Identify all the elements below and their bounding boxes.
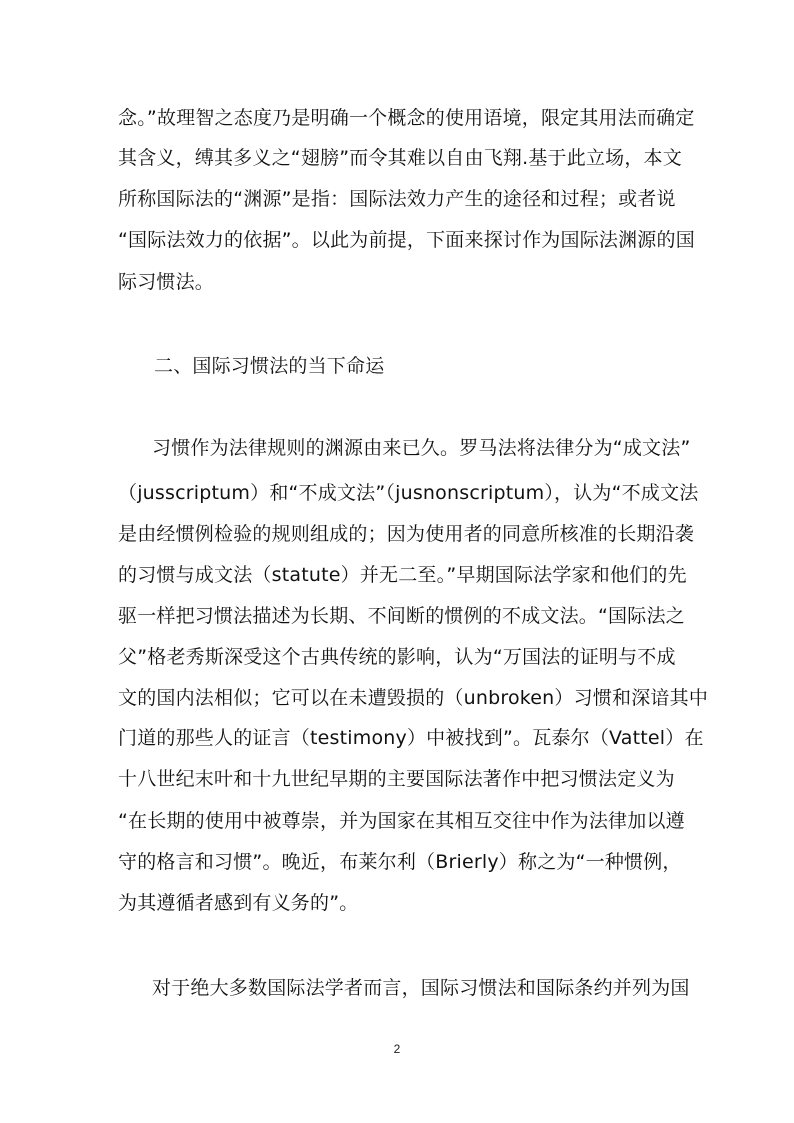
paragraph-2-line-4: 的习惯与成文法（statute）并无二至。”早期国际法学家和他们的先 [118,564,687,586]
paragraph-2-line-11: 守的格言和习惯”。晚近，布莱尔利（Brierly）称之为“一种惯例， [118,851,682,873]
paragraph-2-line-12: 为其遵循者感到有义务的”。 [118,892,359,914]
section-heading: 二、国际习惯法的当下命运 [154,355,385,377]
paragraph-2-line-6: 父”格老秀斯深受这个古典传统的影响，认为“万国法的证明与不成 [118,646,676,668]
paragraph-1-line-4: “国际法效力的依据”。以此为前提，下面来探讨作为国际法渊源的国 [118,229,695,251]
paragraph-2-line-1: 习惯作为法律规则的渊源由来已久。罗马法将法律分为“成文法” [152,437,691,459]
page-number: 2 [393,1042,401,1056]
paragraph-1-line-5: 际习惯法。 [118,271,215,293]
paragraph-3-line-1: 对于绝大多数国际法学者而言，国际习惯法和国际条约并列为国 [152,977,690,999]
paragraph-2-line-8: 门道的那些人的证言（testimony）中被找到”。瓦泰尔（Vattel）在 [118,727,704,749]
paragraph-2-line-9: 十八世纪末叶和十九世纪早期的主要国际法著作中把习惯法定义为 [118,768,675,790]
paragraph-1-line-2: 其含义，缚其多义之“翅膀”而令其难以自由飞翔.基于此立场，本文 [118,147,682,169]
paragraph-2-line-2: （jusscriptum）和“不成文法”（jusnonscriptum），认为“不成文法 [118,482,699,504]
paragraph-2-line-10: “在长期的使用中被尊崇，并为国家在其相互交往中作为法律加以遵 [118,810,685,832]
paragraph-1-line-3: 所称国际法的“渊源”是指：国际法效力产生的途径和过程；或者说 [118,188,676,210]
paragraph-2-line-5: 驱一样把习惯法描述为长期、不间断的惯例的不成文法。“国际法之 [118,605,685,627]
paragraph-2-line-3: 是由经惯例检验的规则组成的；因为使用者的同意所核准的长期沿袭 [118,523,695,545]
paragraph-2-line-7: 文的国内法相似；它可以在未遭毁损的（unbroken）习惯和深谙其中 [118,687,709,709]
paragraph-1-line-1: 念。”故理智之态度乃是明确一个概念的使用语境，限定其用法而确定 [118,107,695,129]
